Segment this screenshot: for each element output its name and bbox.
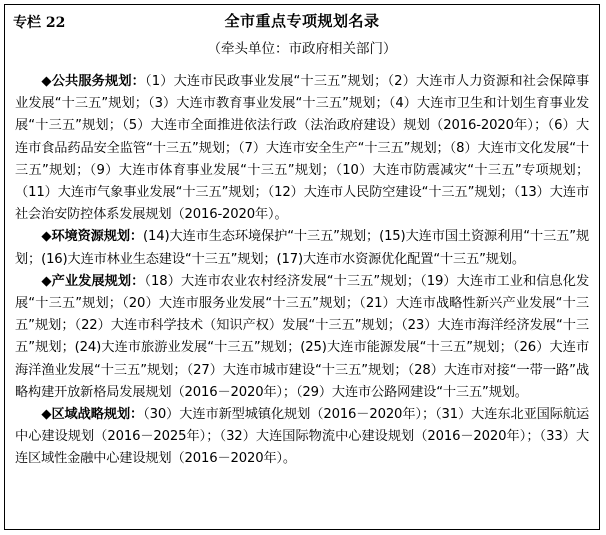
- column-title: 全市重点专项规划名录: [224, 12, 380, 30]
- section-heading: 环境资源规划：: [51, 229, 143, 245]
- section-heading: 产业发展规划：: [51, 273, 145, 289]
- plan-list: [5, 61, 599, 471]
- column-header: [5, 5, 599, 31]
- column-label: 专栏 22: [13, 15, 66, 31]
- section-heading: 区域战略规划：: [51, 407, 144, 423]
- diamond-bullet-icon: ◆: [41, 229, 52, 245]
- section-public-services: [15, 71, 589, 226]
- section-body: （30）大连市新型城镇化规划（2016－2020年）；（31）大连东北亚国际航运中心建设规划（2016－2025年）；（32）大连国际物流中心建设规划（2016－2020年）；（33）大连区域性金融中心建设规划（2016－2020年）。: [15, 407, 589, 467]
- section-regional-strategy: [15, 404, 589, 471]
- section-body: （1）大连市民政事业发展“十三五”规划；（2）大连市人力资源和社会保障事业发展“十三五”规划；（3）大连市教育事业发展“十三五”规划；（4）大连市卫生和计划生育事业发展“十三五”规划；（5）大连市全面推进依法行政（法治政府建设）规划（2016-2020年）；（6）大连市食品药品安全监管“十三五”规划；（7）大连市安全生产“十三五”规划；（8）大连市文化发展“十三五”规划；（9）大连市体育事业发展“十三五”规划；（10）大连市防震减灾“十三五”专项规划；（11）大连市气象事业发展“十三五”规划；（12）大连市人民防空建设“十三五”规划；（13）大连市社会治安防控体系发展规划（2016-2020年）。: [15, 74, 590, 223]
- section-body: (14)大连市生态环境保护“十三五”规划；(15)大连市国土资源利用“十三五”规划；(16)大连市林业生态建设“十三五”规划；(17)大连市水资源优化配置“十三五”规划。: [15, 229, 590, 267]
- lead-unit-subtitle: （牵头单位：市政府相关部门）: [207, 41, 397, 57]
- diamond-bullet-icon: ◆: [41, 407, 52, 423]
- section-body: （18）大连市农业农村经济发展“十三五”规划；（19）大连市工业和信息化发展“十三五”规划；（20）大连市服务业发展“十三五”规划；（21）大连市战略性新兴产业发展“十三五”规划；（22）大连市科学技术（知识产权）发展“十三五”规划；（23）大连市海洋经济发展“十三五”规划；(24)大连市旅游业发展“十三五”规划；(25)大连市能源发展“十三五”规划；（26）大连市海洋渔业发展“十三五”规划；（27）大连市城市建设“十三五”规划；（28）大连市对接“一带一路”战略构建开放新格局发展规划（2016－2020年）；（29）大连市公路网建设“十三五”规划。: [15, 273, 589, 400]
- column-box: [4, 4, 600, 530]
- diamond-bullet-icon: ◆: [41, 74, 52, 89]
- section-environment-resources: [15, 226, 589, 270]
- section-heading: 公共服务规划：: [51, 74, 145, 89]
- section-industry-development: [15, 271, 589, 404]
- diamond-bullet-icon: ◆: [41, 273, 52, 289]
